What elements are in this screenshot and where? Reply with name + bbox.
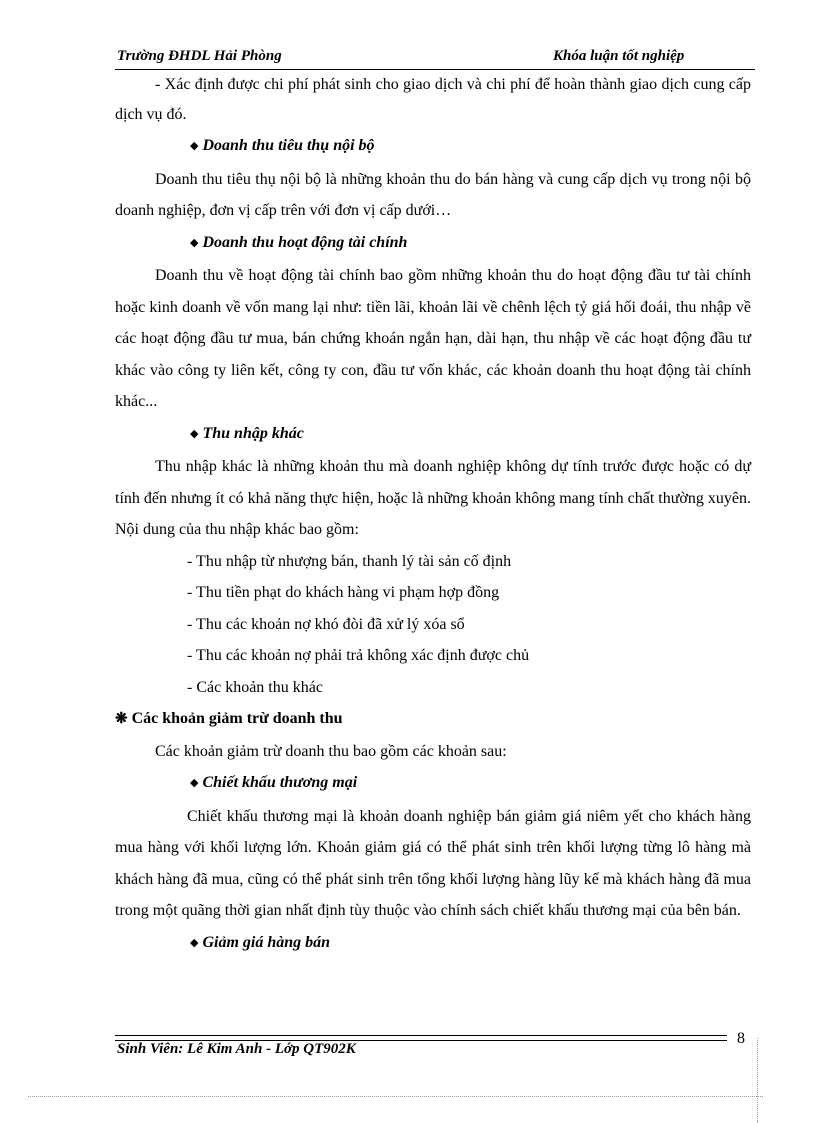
page-number: 8 bbox=[737, 1030, 745, 1047]
diamond-bullet-icon: ◆ bbox=[190, 140, 199, 152]
subheading bbox=[115, 227, 751, 261]
list-item: - Các khoản thu khác bbox=[187, 678, 323, 696]
subheading-label: Doanh thu hoạt động tài chính bbox=[202, 233, 408, 251]
page-border-vertical bbox=[757, 1038, 758, 1123]
diamond-bullet-icon: ◆ bbox=[190, 777, 199, 789]
paragraph: - Xác định được chi phí phát sinh cho giao dịch và chi phí để hoàn thành giao dịch cung cấp dịch vụ đó. bbox=[115, 76, 751, 123]
paragraph: Doanh thu tiêu thụ nội bộ là những khoản thu do bán hàng và cung cấp dịch vụ trong nội bộ doanh nghiệp, đơn vị cấp trên với đơn vị cấp dưới… bbox=[115, 170, 751, 219]
paragraph: Chiết khấu thương mại là khoản doanh nghiệp bán giảm giá niêm yết cho khách hàng mua hàng với khối lượng lớn. Khoản giảm giá có thể phát sinh trên khối lượng từng lô hàng mà khách hàng đã mua, cũng có thể phát sinh trên tổng khối lượng hàng lũy kế mà khách hàng đã mua trong một quãng thời gian nhất định tùy thuộc vào chính sách chiết khấu thương mại của bên bán. bbox=[115, 807, 751, 919]
diamond-bullet-icon: ◆ bbox=[190, 427, 199, 440]
subheading-label: Giảm giá hàng bán bbox=[202, 933, 331, 951]
header-doc-type: Khóa luận tốt nghiệp bbox=[553, 48, 685, 64]
subheading-label: Doanh thu tiêu thụ nội bộ bbox=[202, 137, 375, 154]
subheading bbox=[115, 767, 751, 801]
list-item: - Thu nhập từ nhượng bán, thanh lý tài sản cố định bbox=[187, 552, 512, 570]
subheading-label: Chiết khấu thương mại bbox=[202, 774, 358, 791]
section-heading-label: Các khoản giảm trừ doanh thu bbox=[131, 710, 343, 727]
subheading-label: Thu nhập khác bbox=[202, 424, 304, 442]
list-item: - Thu các khoản nợ phải trả không xác định được chủ bbox=[187, 647, 530, 664]
page-body bbox=[115, 70, 751, 960]
header-school: Trường ĐHDL Hải Phòng bbox=[117, 48, 282, 64]
list-item: - Thu tiền phạt do khách hàng vi phạm hợp đồng bbox=[187, 584, 500, 601]
list-item: - Thu các khoản nợ khó đòi đã xử lý xóa sổ bbox=[187, 615, 465, 633]
section-heading bbox=[115, 703, 751, 736]
subheading bbox=[115, 130, 751, 164]
paragraph: Thu nhập khác là những khoản thu mà doanh nghiệp không dự tính trước được hoặc có dự tính đến nhưng ít có khả năng thực hiện, hoặc là những khoản không mang tính chất thường xuyên. Nội dung của thu nhập khác bao gồm: bbox=[115, 458, 751, 538]
diamond-bullet-icon: ◆ bbox=[190, 936, 199, 949]
page-border-horizontal bbox=[28, 1096, 763, 1097]
paragraph: Các khoản giảm trừ doanh thu bao gồm các khoản sau: bbox=[155, 742, 507, 760]
subheading bbox=[115, 927, 751, 961]
subheading bbox=[115, 418, 751, 452]
asterisk-bullet-icon: ❋ bbox=[115, 711, 128, 727]
paragraph: Doanh thu về hoạt động tài chính bao gồm những khoản thu do hoạt động đầu tư tài chính hoặc kinh doanh về vốn mang lại như: tiền lãi, khoản lãi về chênh lệch tỷ giá hối đoái, thu nhập về các hoạt động đầu tư mua, bán chứng khoán ngắn hạn, dài hạn, thu nhập về các hoạt động đầu tư khác vào công ty liên kết, công ty con, đầu tư vốn khác, các khoản doanh thu hoạt động tài chính khác... bbox=[115, 267, 751, 410]
footer-student: Sinh Viên: Lê Kim Anh - Lớp QT902K bbox=[117, 1041, 356, 1057]
diamond-bullet-icon: ◆ bbox=[190, 236, 199, 249]
